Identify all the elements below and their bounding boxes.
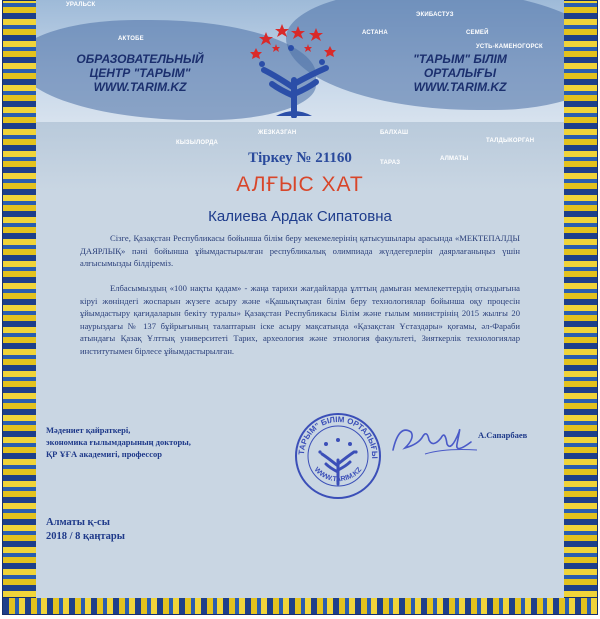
city-label: АКТОБЕ [118, 36, 144, 42]
certificate-title: АЛҒЫС ХАТ [236, 173, 364, 196]
city-label: КЫЗЫЛОРДА [176, 140, 219, 146]
city-label: ТАРАЗ [380, 160, 401, 166]
city-label: ЖЕЗКАЗГАН [258, 130, 297, 136]
org-website: WWW.TARIM.KZ [413, 80, 507, 94]
org-line: ЦЕНТР "ТАРЫМ" [89, 66, 191, 80]
context-paragraph: Елбасымыздың «100 нақты қадам» - жаңа тарихи жағдайларда ұлттың дамыған мемлекеттердің отыздығына кіруі жөніндегі жоспарын жүзеге асыру және «Қашықтықтан білім беру технологиялар бойынша оқу процесін ұйымдастыру қағидаларын бекіту туралы» Қазақстан Республикасы Білім және ғылым министрінің 2015 жылғы 20 наурыздағы № 137 бұйрығының талаптарын іске асыру мақсатында «Қазақстан Ұстаздары» қоғамы, әл-Фараби атындағы Қазақ Ұлттық университеті Тарих, археология және этнология факультеті, Зияткерлік технологиялар институтымен бірлесе ұйымдастырылған. [80, 283, 520, 356]
org-line: ОБРАЗОВАТЕЛЬНЫЙ [76, 52, 204, 66]
org-name-russian [42, 52, 238, 94]
round-stamp [290, 410, 386, 500]
signatory-title-line: экономика ғылымдарының докторы, [46, 437, 191, 447]
place-and-date [46, 516, 125, 544]
org-name-kazakh [392, 52, 528, 94]
issue-date: 2018 / 8 қаңтары [46, 531, 125, 542]
signatory-name: А.Сапарбаев [478, 430, 528, 440]
city-label: БАЛХАШ [380, 130, 409, 136]
ornament-border-right [562, 0, 598, 614]
ornament-border-left [2, 0, 38, 614]
tarim-tree-logo [236, 18, 352, 118]
city-label: АСТАНА [362, 30, 388, 36]
org-line: ОРТАЛЫҒЫ [423, 66, 497, 80]
registration-number: Тіркеу № 21160 [248, 150, 352, 166]
stamp-top-text: ТАРЫМ" БІЛІМ ОРТАЛЫҒЫ [296, 414, 380, 459]
signatory-title-line: ҚР ҰҒА академигі, профессор [46, 449, 162, 459]
city-label: УСТЬ-КАМЕНОГОРСК [476, 44, 543, 50]
org-line: "ТАРЫМ" БІЛІМ [413, 52, 507, 66]
city-label: ТАЛДЫКОРГАН [486, 138, 535, 144]
org-website: WWW.TARIM.KZ [93, 80, 187, 94]
recipient-name: Калиева Ардак Сипатовна [208, 208, 392, 225]
city-label: УРАЛЬСК [66, 2, 96, 8]
ornament-border-bottom [2, 597, 598, 615]
stamp-bottom-text: WWW.TARIM.KZ [312, 466, 364, 484]
issue-place: Алматы қ-сы [46, 517, 110, 528]
signatory-title-line: Мәдениет қайраткері, [46, 425, 131, 435]
gratitude-paragraph: Сізге, Қазақстан Республикасы бойынша білім беру мекемелерінің қатысушылары арасында «МЕКТЕПАЛДЫ ДАЯРЛЫҚ» пәні бойынша ұйымдастырылған республикалық олимпиада жүлдегерлерін даярлағаныңыз үшін алғысымызды білдіреміз. [80, 233, 520, 269]
handwritten-signature [385, 414, 485, 464]
city-label: СЕМЕЙ [466, 30, 489, 36]
svg-text:"ТАРЫМ" БІЛІМ ОРТАЛЫҒЫ [290, 410, 379, 459]
signatory-titles [46, 424, 191, 460]
city-label: ЭКИБАСТУЗ [416, 12, 454, 18]
city-label: АЛМАТЫ [440, 156, 469, 162]
